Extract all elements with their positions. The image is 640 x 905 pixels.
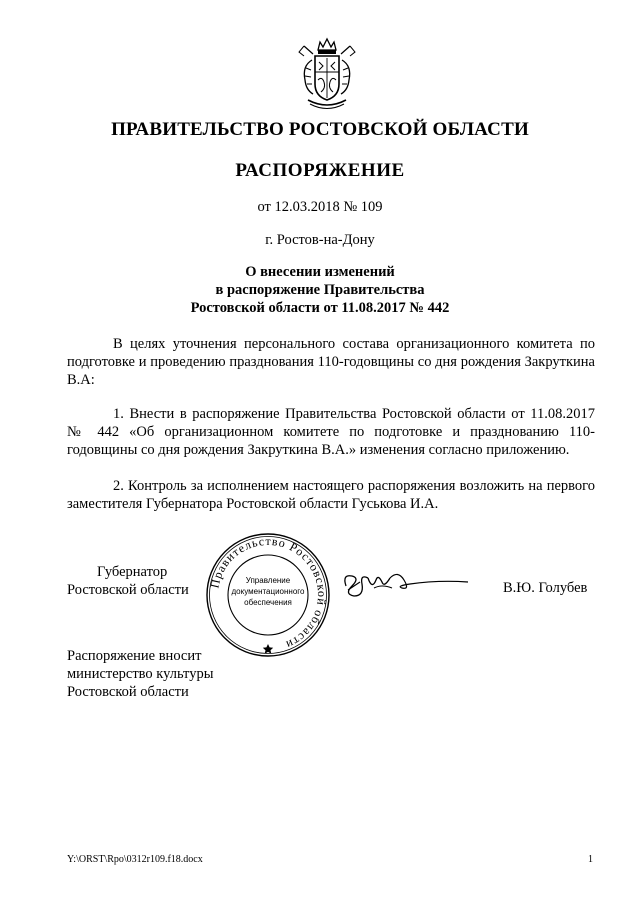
document-date-number: от 12.03.2018 № 109 [257,199,383,215]
handwritten-signature [338,566,478,606]
seal-center-text: документационного [231,587,305,596]
document-subject [0,263,640,317]
seal-center-text: Управление [245,576,291,585]
seal-center-text: обеспечения [244,598,292,607]
seal-ring-text: Правительство Ростовской области [207,533,330,653]
footer-page-number: 1 [588,854,593,865]
footer-file-path: Y:\ORST\Rpo\0312r109.f18.docx [67,854,203,865]
signer-name: В.Ю. Голубев [503,580,588,596]
document-city: г. Ростов-на-Дону [265,232,375,248]
signer-position [67,563,189,599]
subject-line: Ростовской области от 11.08.2017 № 442 [190,300,450,316]
subject-line: О внесении изменений [245,264,395,280]
introduced-by-line: министерство культуры [67,666,214,682]
document-type: РАСПОРЯЖЕНИЕ [235,160,405,181]
official-seal-stamp [204,531,332,659]
signer-position-line: Губернатор [97,564,168,580]
government-title: ПРАВИТЕЛЬСТВО РОСТОВСКОЙ ОБЛАСТИ [111,119,529,140]
clause-2-paragraph: 2. Контроль за исполнением настоящего распоряжения возложить на первого заместителя Губернатора Ростовской области Гуськова И.А. [67,478,595,512]
introduced-by-line: Распоряжение вносит [67,648,202,664]
introduced-by-line: Ростовской области [67,684,189,700]
clause-1-paragraph: 1. Внести в распоряжение Правительства Ростовской области от 11.08.2017 № 442 «Об организационном комитете по подготовке и празднованию 110-годовщины со дня рождения Закруткина В.А.» изменения согласно приложению. [67,406,595,458]
preamble-paragraph: В целях уточнения персонального состава организационного комитета по подготовке и проведению празднования 110-годовщины со дня рождения Закруткина В.А: [67,336,595,388]
introduced-by [67,647,213,701]
signer-position-line: Ростовской области [67,582,189,598]
coat-of-arms-icon [296,36,358,114]
subject-line: в распоряжение Правительства [215,282,425,298]
